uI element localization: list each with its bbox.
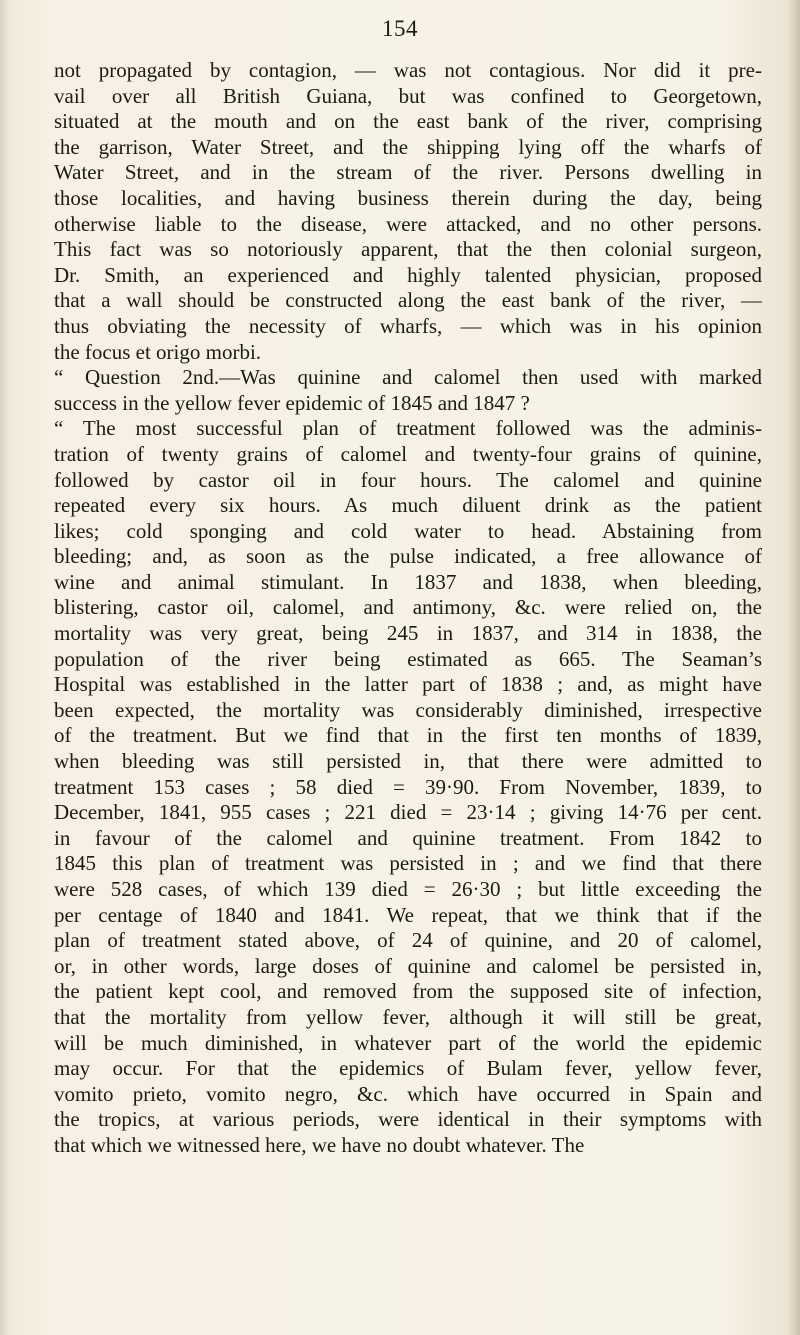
text-line: This fact was so notoriously apparent, that the then colonial surgeon, [54,237,762,262]
body-text [54,58,762,1159]
text-line: repeated every six hours. As much diluent drink as the patient [54,493,762,518]
text-line: Hospital was established in the latter part of 1838 ; and, as might have [54,672,762,697]
text-line: bleeding; and, as soon as the pulse indicated, a free allowance of [54,544,762,569]
text-line: vail over all British Guiana, but was confined to Georgetown, [54,83,762,108]
text-line: per centage of 1840 and 1841. We repeat, that we think that if the [54,902,762,927]
text-line: followed by castor oil in four hours. The calomel and quinine [54,467,762,492]
text-line: not propagated by contagion, — was not contagious. Nor did it pre- [54,58,762,82]
text-line: “ Question 2nd.—Was quinine and calomel then used with marked [54,365,762,390]
text-line: may occur. For that the epidemics of Bulam fever, yellow fever, [54,1056,762,1081]
text-line: were 528 cases, of which 139 died = 26·30 ; but little exceeding the [54,877,762,901]
text-line: been expected, the mortality was considerably diminished, irrespective [54,697,762,722]
text-line: the focus et origo morbi. [54,339,262,364]
text-line: thus obviating the necessity of wharfs, — which was in his opinion [54,313,762,338]
text-line: when bleeding was still persisted in, that there were admitted to [54,749,762,774]
text-line: tration of twenty grains of calomel and twenty-four grains of quinine, [54,441,762,466]
text-line: that which we witnessed here, we have no doubt whatever. The [54,1132,585,1157]
text-line: of the treatment. But we find that in the first ten months of 1839, [54,723,762,748]
text-line: that the mortality from yellow fever, although it will still be great, [54,1004,762,1029]
text-line: mortality was very great, being 245 in 1837, and 314 in 1838, the [54,621,762,646]
text-line: plan of treatment stated above, of 24 of quinine, and 20 of calomel, [54,928,762,953]
page-number: 154 [382,16,418,41]
text-line: vomito prieto, vomito negro, &c. which have occurred in Spain and [54,1081,762,1106]
text-line: the patient kept cool, and removed from the supposed site of infection, [54,979,762,1004]
text-line: wine and animal stimulant. In 1837 and 1838, when bleeding, [54,569,762,594]
text-line: Dr. Smith, an experienced and highly talented physician, proposed [54,262,762,287]
page-left-shadow [0,0,10,1335]
text-line: situated at the mouth and on the east bank of the river, comprising [54,109,762,134]
text-line: the garrison, Water Street, and the shipping lying off the wharfs of [54,134,762,159]
text-line: likes; cold sponging and cold water to head. Abstaining from [54,518,762,543]
text-line: treatment 153 cases ; 58 died = 39·90. From November, 1839, to [54,774,762,799]
text-line: the tropics, at various periods, were identical in their symptoms with [54,1107,762,1132]
text-line: or, in other words, large doses of quinine and calomel be persisted in, [54,953,762,978]
text-line: otherwise liable to the disease, were attacked, and no other persons. [54,211,762,236]
text-line: that a wall should be constructed along the east bank of the river, — [54,288,762,313]
text-line: “ The most successful plan of treatment followed was the adminis- [54,416,762,441]
text-line: population of the river being estimated as 665. The Seaman’s [54,646,762,671]
text-line: blistering, castor oil, calomel, and antimony, &c. were relied on, the [54,595,762,620]
text-line: Water Street, and in the stream of the river. Persons dwelling in [54,160,762,185]
text-line: success in the yellow fever epidemic of 1845 and 1847 ? [54,390,530,415]
text-line: will be much diminished, in whatever part of the world the epidemic [54,1030,762,1055]
text-line: in favour of the calomel and quinine treatment. From 1842 to [54,825,762,850]
text-line: 1845 this plan of treatment was persisted in ; and we find that there [54,851,762,876]
page-right-shadow [788,0,800,1335]
text-line: December, 1841, 955 cases ; 221 died = 23·14 ; giving 14·76 per cent. [54,800,762,825]
text-line: those localities, and having business therein during the day, being [54,185,762,210]
